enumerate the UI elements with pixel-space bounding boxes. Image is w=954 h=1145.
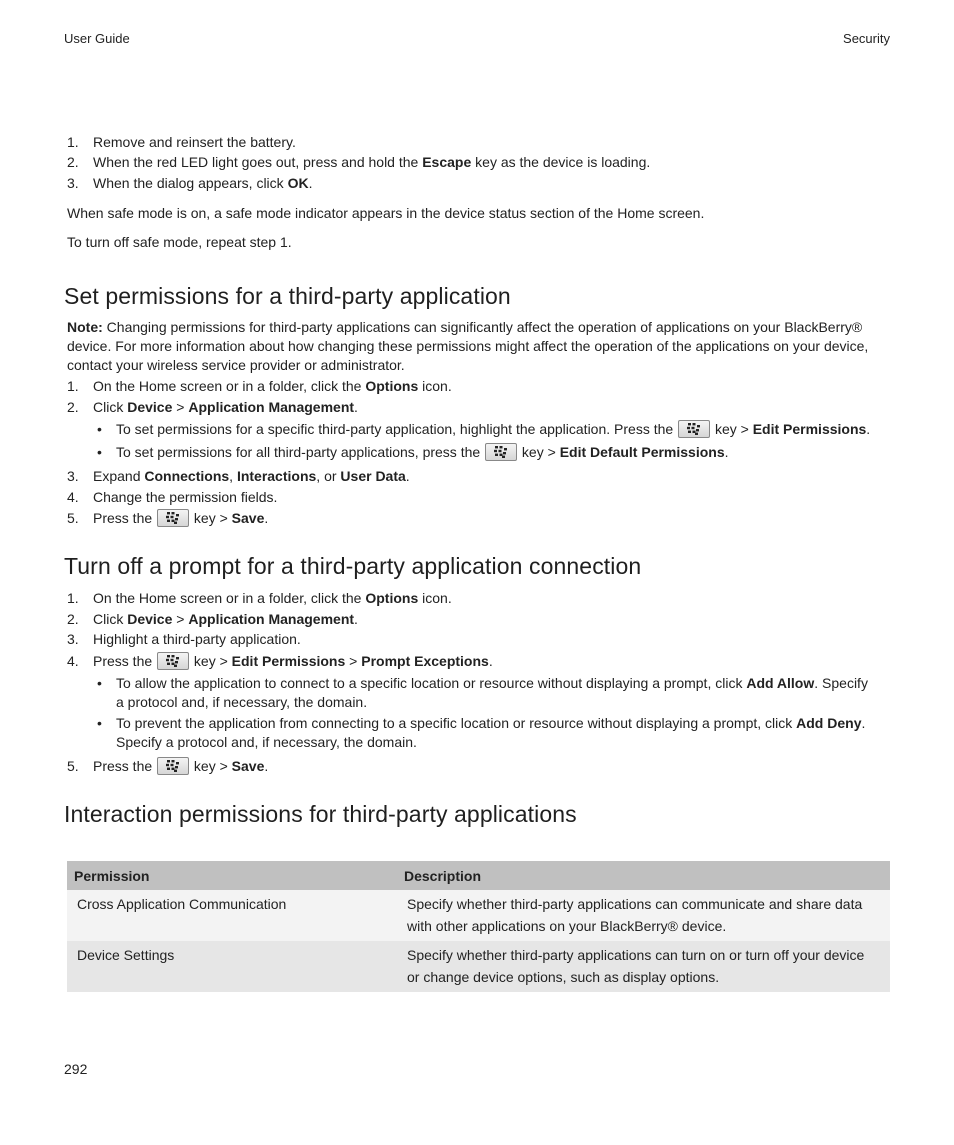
blackberry-menu-key-icon	[485, 443, 517, 461]
paragraph: To turn off safe mode, repeat step 1.	[67, 234, 292, 250]
bullet-item: • To set permissions for all third-party applications, press the key > Edit Default Permissions.	[97, 444, 729, 460]
permissions-table	[67, 861, 890, 992]
list-item: 1. Remove and reinsert the battery.	[67, 134, 296, 150]
table-row	[67, 890, 890, 941]
paragraph: When safe mode is on, a safe mode indicator appears in the device status section of the Home screen.	[67, 205, 705, 221]
bullet-item: • To allow the application to connect to a specific location or resource without displaying a prompt, click Add Allow. Specify a protocol and, if necessary, the domain.	[97, 675, 868, 710]
list-item: 1. On the Home screen or in a folder, click the Options icon.	[67, 378, 452, 394]
list-item: 3. When the dialog appears, click OK.	[67, 175, 313, 191]
list-item: 4. Press the key > Edit Permissions > Prompt Exceptions.	[67, 653, 493, 669]
note-paragraph: Note: Changing permissions for third-party applications can significantly affect the operation of applications on your BlackBerry® device. For more information about how changing these permissions might affect the operation of the applications on your device, contact your wireless service provider or administrator.	[67, 319, 869, 373]
header-guide-title: User Guide	[64, 31, 130, 46]
header-section-title: Security	[843, 31, 890, 46]
table-header-row	[67, 861, 890, 890]
section-heading: Interaction permissions for third-party applications	[64, 801, 577, 827]
table-cell: Specify whether third-party applications can communicate and share data with other applications on your BlackBerry® device.	[397, 890, 890, 941]
blackberry-menu-key-icon	[157, 509, 189, 527]
section-heading: Turn off a prompt for a third-party application connection	[64, 553, 642, 579]
bullet-item: • To prevent the application from connecting to a specific location or resource without displaying a prompt, click Add Deny. Specify a protocol and, if necessary, the domain.	[97, 715, 866, 750]
list-item: 2. Click Device > Application Management.	[67, 611, 358, 627]
table-cell: Specify whether third-party applications can turn on or turn off your device or change device options, such as display options.	[397, 941, 890, 992]
list-item: 1. On the Home screen or in a folder, click the Options icon.	[67, 590, 452, 606]
list-item: 5. Press the key > Save.	[67, 510, 269, 526]
table-cell: Device Settings	[67, 941, 397, 992]
blackberry-menu-key-icon	[678, 420, 710, 438]
list-item: 5. Press the key > Save.	[67, 758, 269, 774]
list-item: 2. Click Device > Application Management.	[67, 399, 358, 415]
list-item: 3. Expand Connections, Interactions, or User Data.	[67, 468, 410, 484]
blackberry-menu-key-icon	[157, 757, 189, 775]
blackberry-menu-key-icon	[157, 652, 189, 670]
page-number: 292	[64, 1061, 88, 1077]
column-header: Description	[397, 861, 890, 890]
column-header: Permission	[67, 861, 397, 890]
table-cell: Cross Application Communication	[67, 890, 397, 941]
list-item: 3. Highlight a third-party application.	[67, 631, 301, 647]
table-row	[67, 941, 890, 992]
list-item: 2. When the red LED light goes out, press and hold the Escape key as the device is loading.	[67, 154, 651, 170]
list-item: 4. Change the permission fields.	[67, 489, 278, 505]
section-heading: Set permissions for a third-party application	[64, 283, 511, 309]
bullet-item: • To set permissions for a specific third-party application, highlight the application. Press the key > Edit Permissions.	[97, 421, 871, 437]
